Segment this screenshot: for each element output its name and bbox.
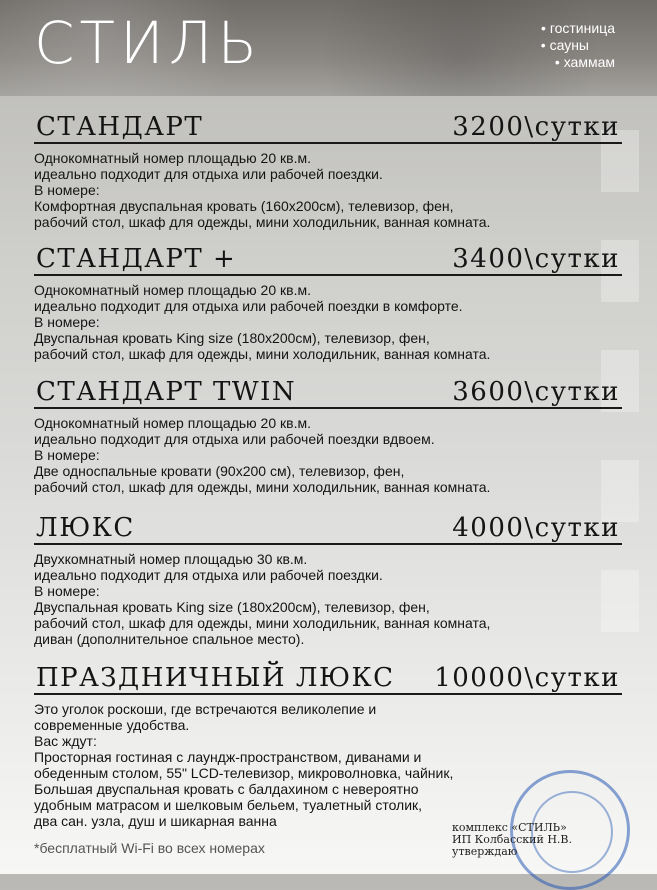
room-price: 4000\сутки <box>452 513 620 543</box>
desc-line: Большая двуспальная кровать с балдахином с невероятно <box>34 781 419 797</box>
section-header <box>34 377 622 409</box>
desc-line: рабочий стол, шкаф для одежды, мини холодильник, ванная комната. <box>34 214 491 230</box>
sign-line: ИП Колбасский Н.В. <box>452 833 573 846</box>
desc-line: удобным матрасом и шелковым бельем, туалетный столик, <box>34 797 423 813</box>
room-title: СТАНДАРТ TWIN <box>36 377 297 407</box>
desc-line: идеально подходит для отдыха или рабочей поездки вдвоем. <box>34 431 435 447</box>
room-description <box>34 150 622 230</box>
room-description <box>34 282 622 362</box>
desc-line: Двуспальная кровать King size (180х200см), телевизор, фен, <box>34 599 430 615</box>
desc-line: современные удобства. <box>34 717 190 733</box>
header-banner <box>0 0 657 96</box>
room-standard-plus <box>34 244 622 362</box>
desc-line: В номере: <box>34 182 100 198</box>
wifi-note: *бесплатный Wi-Fi во всех номерах <box>34 840 265 856</box>
section-header <box>34 513 622 545</box>
room-title: ПРАЗДНИЧНЫЙ ЛЮКС <box>36 663 395 693</box>
desc-line: Однокомнатный номер площадью 20 кв.м. <box>34 282 311 298</box>
room-description <box>34 415 622 495</box>
sign-line: утверждаю <box>452 845 518 858</box>
service-hammam: • хаммам <box>541 54 615 71</box>
desc-line: Это уголок роскоши, где встречаются великолепие и <box>34 701 377 717</box>
room-price: 3600\сутки <box>452 377 620 407</box>
desc-line: В номере: <box>34 583 100 599</box>
desc-line: идеально подходит для отдыха или рабочей поездки в комфорте. <box>34 298 463 314</box>
desc-line: Двухкомнатный номер площадью 30 кв.м. <box>34 551 308 567</box>
desc-line: идеально подходит для отдыха или рабочей поездки. <box>34 567 383 583</box>
desc-line: Две односпальные кровати (90х200 см), телевизор, фен, <box>34 463 405 479</box>
desc-line: Двуспальная кровать King size (180х200см), телевизор, фен, <box>34 330 430 346</box>
section-header <box>34 112 622 144</box>
room-title: ЛЮКС <box>36 513 135 543</box>
desc-line: Просторная гостиная с лаундж-пространством, диванами и <box>34 749 422 765</box>
desc-line: Комфортная двуспальная кровать (160х200см), телевизор, фен, <box>34 198 454 214</box>
room-title: СТАНДАРТ <box>36 112 204 142</box>
services-list <box>541 20 615 71</box>
section-header <box>34 663 622 695</box>
approval-signature <box>452 822 572 858</box>
room-price: 3400\сутки <box>452 244 620 274</box>
service-saunas: • сауны <box>541 37 589 54</box>
service-hotel: • гостиница <box>541 20 615 37</box>
desc-line: Однокомнатный номер площадью 20 кв.м. <box>34 150 311 166</box>
sign-line: комплекс «СТИЛЬ» <box>452 821 567 834</box>
desc-line: обеденным столом, 55" LCD-телевизор, микроволновка, чайник, <box>34 765 454 781</box>
desc-line: Вас ждут: <box>34 733 97 749</box>
room-price: 3200\сутки <box>452 112 620 142</box>
desc-line: рабочий стол, шкаф для одежды, мини холодильник, ванная комната, <box>34 615 491 631</box>
section-header <box>34 244 622 276</box>
desc-line: В номере: <box>34 314 100 330</box>
room-standard <box>34 112 622 230</box>
room-lux <box>34 513 622 647</box>
desc-line: рабочий стол, шкаф для одежды, мини холодильник, ванная комната. <box>34 346 491 362</box>
desc-line: рабочий стол, шкаф для одежды, мини холодильник, ванная комната. <box>34 479 491 495</box>
desc-line: два сан. узла, душ и шикарная ванна <box>34 813 277 829</box>
room-title: СТАНДАРТ + <box>36 244 237 274</box>
logo-text: СТИЛЬ <box>34 9 263 77</box>
room-price: 10000\сутки <box>434 663 620 693</box>
room-standard-twin <box>34 377 622 495</box>
room-description <box>34 551 622 647</box>
desc-line: идеально подходит для отдыха или рабочей поездки. <box>34 166 383 182</box>
desc-line: В номере: <box>34 447 100 463</box>
desc-line: Однокомнатный номер площадью 20 кв.м. <box>34 415 311 431</box>
desc-line: диван (дополнительное спальное место). <box>34 631 305 647</box>
